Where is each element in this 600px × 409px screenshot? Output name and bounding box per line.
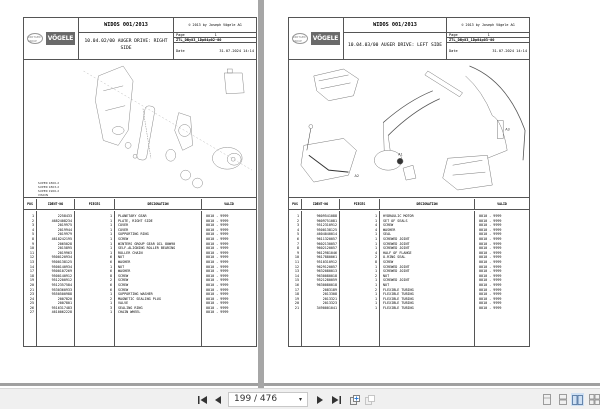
svg-text:SUPER 1803-2: SUPER 1803-2 (37, 184, 60, 189)
table-cell-ident: 9516317483 (51, 305, 72, 310)
table-cell-pos: 7 (296, 241, 299, 246)
table-cell-pieces: 2 (374, 255, 377, 260)
table-cell-pos: 14 (294, 273, 299, 278)
table-cell-ident: 9512200912 (51, 278, 72, 283)
table-cell-pieces: 1 (374, 246, 377, 251)
table-cell-pieces: 2 (109, 296, 112, 301)
table-cell-pieces: 1 (109, 250, 112, 255)
table-cell-pieces: 6 (109, 259, 112, 264)
table-cell-pos: 6 (296, 236, 299, 241)
table-cell-valid: 0010 - 9999 (206, 273, 229, 278)
table-cell-valid: 0010 - 9999 (206, 232, 229, 237)
table-cell-pieces: 1 (374, 218, 377, 223)
table-cell-designation: SCREWED JOINT (383, 264, 410, 269)
table-cell-pieces: 8 (374, 259, 377, 264)
table-cell-pieces: 1 (109, 227, 112, 232)
table-cell-pieces: 1 (109, 232, 112, 237)
table-cell-valid: 0010 - 9999 (479, 223, 502, 228)
table-cell-ident: 2013323 (322, 301, 337, 306)
page-row: Page 1 (447, 33, 529, 38)
table-cell-ident: 9530360933 (51, 287, 72, 292)
table-cell-valid: 0010 - 9999 (206, 292, 229, 297)
doc-title: WIDOS 001/2013 (79, 18, 173, 33)
table-cell-valid: 0010 - 9999 (479, 218, 502, 223)
svg-text:A3: A3 (505, 127, 510, 132)
table-cell-valid: 0010 - 9999 (479, 278, 502, 283)
table-cell-ident: 9500140934 (51, 264, 72, 269)
prev-page-button[interactable] (212, 393, 224, 406)
table-cell-pos: 13 (29, 259, 34, 264)
single-page-view-button[interactable] (540, 393, 553, 406)
table-cell-designation: WASHER (118, 269, 131, 274)
table-cell-pos: 4 (296, 227, 299, 232)
table-cell-pieces: 1 (374, 305, 377, 310)
table-cell-pieces: 2 (109, 278, 112, 283)
doc-id: ZTL_DBy83_1Dp04p02-00 (174, 38, 256, 43)
table-cell-valid: 0010 - 9999 (206, 223, 229, 228)
table-cell-pos: 2 (296, 218, 299, 223)
table-cell-pieces: 8 (109, 273, 112, 278)
copyright: © 2013 by Joseph Vögele AG (447, 18, 529, 33)
table-cell-designation: FLEXIBLE TUBING (383, 287, 414, 292)
table-cell-pos: 12 (294, 264, 299, 269)
table-body (289, 211, 529, 346)
table-cell-valid: 0010 - 9999 (206, 241, 229, 246)
vogele-logo: VÖGELE (46, 32, 75, 45)
table-cell-pos: 15 (294, 278, 299, 283)
exploded-drawing-left-auger (289, 61, 529, 198)
table-cell-pieces: 6 (109, 287, 112, 292)
table-cell-designation: COVER (118, 227, 129, 232)
svg-text:SUPER 1900-2: SUPER 1900-2 (37, 188, 60, 193)
table-cell-designation: NUT (383, 282, 390, 287)
table-cell-pieces: 1 (374, 214, 377, 218)
table-cell-pieces: 6 (109, 269, 112, 274)
table-cell-designation: NUT (118, 255, 125, 260)
table-cell-valid: 0010 - 9999 (479, 236, 502, 241)
table-cell-ident: 2019979 (57, 232, 72, 237)
table-cell-valid: 0010 - 9999 (206, 301, 229, 306)
table-cell-valid: 0010 - 9999 (479, 305, 502, 310)
table-cell-ident: 2019963 (57, 250, 72, 255)
table-cell-pos: 17 (294, 287, 299, 292)
table-cell-designation: FLEXIBLE TUBING (383, 296, 414, 301)
two-page-view-button[interactable] (571, 393, 584, 406)
table-cell-pieces: 1 (374, 301, 377, 306)
table-cell-pos: 26 (29, 305, 34, 310)
table-cell-pos: 11 (294, 259, 299, 264)
table-cell-designation: FLEXIBLE TUBING (383, 301, 414, 306)
table-cell-pos: 5 (296, 232, 299, 237)
table-cell-pos: 27 (29, 310, 34, 315)
table-cell-ident: 9500120934 (51, 255, 72, 260)
table-cell-pieces: 3 (109, 305, 112, 310)
table-cell-valid: 0010 - 9999 (206, 310, 229, 315)
table-cell-pieces: 1 (374, 282, 377, 287)
first-page-icon (198, 396, 207, 404)
table-cell-designation: SET OF SEALS (383, 218, 408, 223)
page-add-icon (350, 395, 360, 405)
table-cell-valid: 0010 - 9999 (206, 305, 229, 310)
table-cell-valid: 0010 - 9999 (206, 218, 229, 223)
table-cell-valid: 0010 - 9999 (206, 296, 229, 301)
table-cell-pieces: 1 (374, 296, 377, 301)
svg-text:A1: A1 (398, 152, 403, 157)
parts-table (289, 199, 529, 346)
page-number-input[interactable]: 199 / 476 ▾ (228, 392, 308, 407)
logo-cell (289, 18, 344, 59)
table-cell-pos: 9 (296, 250, 299, 255)
table-cell-designation: SCREW (118, 282, 129, 287)
table-cell-ident: 9500140912 (51, 273, 72, 278)
table-cell-pos: 3 (31, 223, 34, 228)
table-cell-designation: SCREW (383, 223, 394, 228)
table-cell-ident: 9609541088 (316, 214, 337, 218)
table-cell-designation: PLANETARY GEAR (118, 214, 147, 218)
table-cell-designation: HALF OF FLANGE (383, 250, 412, 255)
table-cell-pos: 18 (29, 273, 34, 278)
table-cell-designation: SCREWED JOINT (383, 241, 410, 246)
table-cell-ident: 4618242195 (51, 236, 72, 241)
svg-text:A2: A2 (354, 174, 360, 179)
table-cell-designation: SEAL (383, 232, 392, 237)
table-cell-pieces: 1 (109, 223, 112, 228)
table-cell-pos: 3 (296, 223, 299, 228)
table-cell-designation: SCREWED JOINT (383, 246, 410, 251)
table-cell-valid: 0010 - 9999 (479, 264, 502, 269)
continuous-view-button[interactable] (556, 393, 569, 406)
table-cell-ident: 2007820 (57, 296, 72, 301)
table-cell-designation: WASHER (118, 259, 131, 264)
table-cell-ident: 9629120057 (316, 264, 337, 269)
table-cell-valid: 0010 - 9999 (479, 255, 502, 260)
table-cell-pos: 2 (31, 218, 34, 223)
table-cell-valid: 0010 - 9999 (479, 214, 502, 218)
table-cell-ident: 9632080013 (316, 269, 337, 274)
table-cell-designation: SCREWED JOINT (383, 236, 410, 241)
first-page-button[interactable] (196, 393, 208, 406)
table-cell-designation: PLATE, RIGHT SIDE (118, 218, 153, 223)
table-cell-valid: 0010 - 9999 (206, 236, 229, 241)
last-page-icon (332, 396, 341, 404)
table-cell-valid: 0010 - 9999 (479, 273, 502, 278)
table-cell-ident: 9612981046 (316, 250, 337, 255)
prev-page-icon (215, 396, 221, 404)
table-cell-pos: 13 (294, 269, 299, 274)
table-cell-pieces: 1 (374, 232, 377, 237)
table-cell-designation: WINTERS GROUP GEAR OIL 80W90 (118, 241, 176, 246)
table-cell-ident: 2258433 (57, 214, 72, 218)
table-cell-designation: SCREWED JOINT (383, 278, 410, 283)
two-page-continuous-icon (589, 394, 600, 405)
navigation-toolbar (0, 388, 600, 409)
table-cell-valid: 0010 - 9999 (479, 287, 502, 292)
table-cell-designation: SCREW (118, 278, 129, 283)
table-cell-pieces: 6 (109, 282, 112, 287)
table-cell-designation: COVER (118, 223, 129, 228)
wirtgen-group-logo: WIRTGEN GROUP (292, 33, 308, 44)
table-cell-valid: 0010 - 9999 (206, 269, 229, 274)
table-cell-pieces: 1 (374, 236, 377, 241)
vogele-logo: VÖGELE (311, 32, 340, 45)
table-cell-ident: 2019975 (57, 223, 72, 228)
table-cell-pos: 10 (294, 255, 299, 260)
parts-table (24, 199, 256, 346)
hydraulic-diagram (289, 61, 529, 197)
table-cell-valid: 0010 - 9999 (206, 250, 229, 255)
extract-page-button[interactable] (349, 393, 361, 406)
table-cell-ident: 9611320057 (316, 236, 337, 241)
date-row: Date 31.07.2024 14:14 (449, 49, 527, 53)
table-cell-pos: 19 (29, 278, 34, 283)
table-cell-valid: 0010 - 9999 (479, 246, 502, 251)
table-cell-ident: 9521280059 (316, 278, 337, 283)
table-cell-pos: 11 (29, 250, 34, 255)
table-cell-pos: 8 (31, 236, 34, 241)
table-cell-pieces: 1 (109, 264, 112, 269)
header-meta (447, 18, 529, 59)
table-cell-pos: 9 (31, 241, 34, 246)
table-cell-pieces: 1 (109, 241, 112, 246)
table-cell-pos: 1 (296, 214, 299, 218)
single-page-icon (543, 394, 551, 405)
table-cell-designation: SEALING RING (118, 305, 143, 310)
table-cell-ident: 2019944 (57, 227, 72, 232)
table-cell-ident: 9500138125 (51, 259, 72, 264)
table-cell-ident: 9602120057 (316, 246, 337, 251)
table-cell-valid: 0010 - 9999 (479, 296, 502, 301)
table-cell-pos: 19 (294, 296, 299, 301)
table-cell-pieces: 1 (109, 214, 112, 218)
page-left (0, 0, 258, 386)
table-cell-ident: 9512310912 (316, 223, 337, 228)
table-cell-valid: 0010 - 9999 (479, 282, 502, 287)
table-cell-valid: 0010 - 9999 (479, 292, 502, 297)
table-cell-pos: 18 (294, 292, 299, 297)
table-cell-valid: 0010 - 9999 (206, 246, 229, 251)
table-header: POS IDENT-NO PIECES DESIGNATION VALID (289, 199, 529, 210)
table-cell-pieces: 1 (109, 310, 112, 315)
table-cell-valid: 0010 - 9999 (206, 227, 229, 232)
table-cell-ident: 9500138125 (316, 227, 337, 232)
table-cell-valid: 0010 - 9999 (206, 259, 229, 264)
table-cell-valid: 0010 - 9999 (206, 278, 229, 283)
table-cell-designation: HYDRAULIC MOTOR (383, 214, 414, 218)
table-cell-pieces: 6 (109, 255, 112, 260)
table-cell-ident: 4682408234 (51, 218, 72, 223)
table-cell-ident: 3490001041 (316, 305, 337, 310)
table-cell-valid: 0010 - 9999 (479, 241, 502, 246)
table-cell-designation: SCREWED JOINT (383, 269, 410, 274)
table-cell-ident: 2065028 (57, 241, 72, 246)
table-cell-pos: 17 (29, 269, 34, 274)
page-copy-icon (365, 395, 375, 405)
table-cell-pos: 20 (29, 282, 34, 287)
table-cell-pieces: 1 (374, 278, 377, 283)
table-cell-ident: 2015895 (57, 246, 72, 251)
table-cell-designation: FLEXIBLE TUBING (383, 305, 414, 310)
table-cell-designation: MAGNETIC SEALING PLUG (118, 296, 161, 301)
table-cell-valid: 0010 - 9999 (479, 232, 502, 237)
table-cell-pos: 25 (29, 301, 34, 306)
table-cell-valid: 0010 - 9999 (206, 214, 229, 218)
auger-drive-diagram (24, 61, 256, 197)
table-cell-valid: 0010 - 9999 (206, 282, 229, 287)
wirtgen-group-logo: WIRTGEN GROUP (27, 33, 43, 44)
section-title: 10.04.02/00 AUGER DRIVE: RIGHT SIDE (84, 39, 168, 51)
exploded-drawing-right-auger (24, 61, 256, 198)
continuous-page-icon (559, 394, 567, 405)
next-page-button[interactable] (314, 393, 326, 406)
table-cell-pos: 10 (29, 246, 34, 251)
table-cell-ident: 9630080018 (316, 282, 337, 287)
table-cell-ident: 9510310912 (316, 259, 337, 264)
table-cell-valid: 0010 - 9999 (479, 259, 502, 264)
table-cell-designation: ROLLER CHAIN (118, 250, 143, 255)
table-cell-pieces: 1 (109, 292, 112, 297)
table-cell-ident: 9512357584 (51, 282, 72, 287)
table-cell-designation: WASHER (383, 227, 396, 232)
header-meta (174, 18, 256, 59)
table-cell-designation: VALVE (118, 301, 129, 306)
svg-text:SUPER 1800-2: SUPER 1800-2 (37, 181, 60, 186)
table-cell-valid: 0010 - 9999 (479, 301, 502, 306)
table-cell-pieces: 1 (109, 218, 112, 223)
table-cell-pieces: 1 (109, 236, 112, 241)
table-cell-pieces: 2 (374, 287, 377, 292)
two-page-icon (572, 395, 583, 405)
table-cell-ident: 9500107269 (51, 269, 72, 274)
table-cell-pos: 14 (29, 264, 34, 269)
table-cell-designation: SCREW (118, 287, 129, 292)
sheet-header (289, 18, 529, 60)
table-cell-valid: 0010 - 9999 (479, 269, 502, 274)
table-cell-designation: SCREW (118, 273, 129, 278)
table-cell-pos: 20 (294, 301, 299, 306)
table-cell-designation: SCREW (383, 259, 394, 264)
date-row: Date 31.07.2024 14:14 (176, 49, 254, 53)
table-cell-valid: 0010 - 9999 (206, 287, 229, 292)
table-cell-ident: 9630080018 (316, 273, 337, 278)
table-cell-pieces: 1 (109, 301, 112, 306)
table-header: POS IDENT-NO PIECES DESIGNATION VALID (24, 199, 256, 210)
parts-sheet (23, 17, 257, 347)
table-cell-valid: 0010 - 9999 (479, 227, 502, 232)
two-page-continuous-view-button[interactable] (588, 393, 600, 406)
doc-title: WIDOS 001/2013 (344, 18, 446, 33)
table-cell-pieces: 1 (109, 246, 112, 251)
table-cell-designation: SELF-ALIGNING ROLLER BEARING (118, 246, 176, 251)
table-cell-designation: O-RING SEAL (383, 255, 406, 260)
table-cell-designation: SCREW (118, 236, 129, 241)
page-right (264, 0, 600, 386)
table-cell-pieces: 1 (374, 264, 377, 269)
table-cell-pieces: 4 (374, 223, 377, 228)
table-cell-designation: FLEXIBLE TUBING (383, 292, 414, 297)
copyright: © 2013 by Joseph Vögele AG (174, 18, 256, 33)
table-cell-pos: 16 (294, 282, 299, 287)
page-dropdown-icon[interactable]: ▾ (298, 396, 302, 403)
table-cell-pieces: 2 (374, 273, 377, 278)
table-cell-pieces: 4 (374, 227, 377, 232)
table-cell-ident: 2013308 (322, 292, 337, 297)
table-cell-pos: 1 (31, 214, 34, 218)
table-cell-pos: 4 (31, 227, 34, 232)
header-title-block (79, 18, 174, 59)
table-cell-valid: 0010 - 9999 (206, 264, 229, 269)
table-cell-ident: 2083189 (322, 287, 337, 292)
table-cell-ident: 2013321 (322, 296, 337, 301)
table-cell-pieces: 1 (374, 241, 377, 246)
table-cell-designation: NUT (118, 264, 125, 269)
table-cell-designation: SUPPORTING WASHER (118, 292, 153, 297)
table-cell-ident: 9609751081 (316, 218, 337, 223)
table-cell-ident: 9617880061 (316, 255, 337, 260)
next-page-icon (317, 396, 323, 404)
table-cell-pos: 5 (31, 232, 34, 237)
page-copy-button[interactable] (364, 393, 376, 406)
table-cell-pos: 23 (29, 292, 34, 297)
table-cell-pos: 24 (29, 296, 34, 301)
table-cell-designation: CHAIN WHEEL (118, 310, 141, 315)
table-cell-ident: 4604040014 (316, 232, 337, 237)
table-cell-valid: 0010 - 9999 (479, 250, 502, 255)
table-cell-ident: 9550500988 (51, 292, 72, 297)
table-cell-designation: SUPPORTING RING (118, 232, 149, 237)
table-cell-pos: 12 (29, 255, 34, 260)
table-cell-ident: 9602130057 (316, 241, 337, 246)
table-cell-designation: NUT (383, 273, 390, 278)
table-cell-pos: 21 (29, 287, 34, 292)
table-cell-pieces: 1 (374, 269, 377, 274)
sheet-header (24, 18, 256, 60)
svg-text:VISION: VISION (37, 192, 49, 197)
table-cell-valid: 0010 - 9999 (206, 255, 229, 260)
table-cell-pos: 21 (294, 305, 299, 310)
table-cell-ident: 2007801 (57, 301, 72, 306)
table-body (24, 211, 256, 346)
table-cell-pos: 8 (296, 246, 299, 251)
doc-id: ZTL_DBy83_1Dp04p03-00 (447, 38, 529, 43)
table-cell-pieces: 1 (374, 292, 377, 297)
parts-sheet (288, 17, 530, 347)
section-title: 10.04.03/00 AUGER DRIVE: LEFT SIDE (347, 42, 443, 48)
last-page-button[interactable] (330, 393, 342, 406)
header-title-block (344, 18, 447, 59)
table-cell-ident: 4610062228 (51, 310, 72, 315)
table-cell-pieces: 4 (374, 250, 377, 255)
page-row: Page 1 (174, 33, 256, 38)
logo-cell (24, 18, 79, 59)
